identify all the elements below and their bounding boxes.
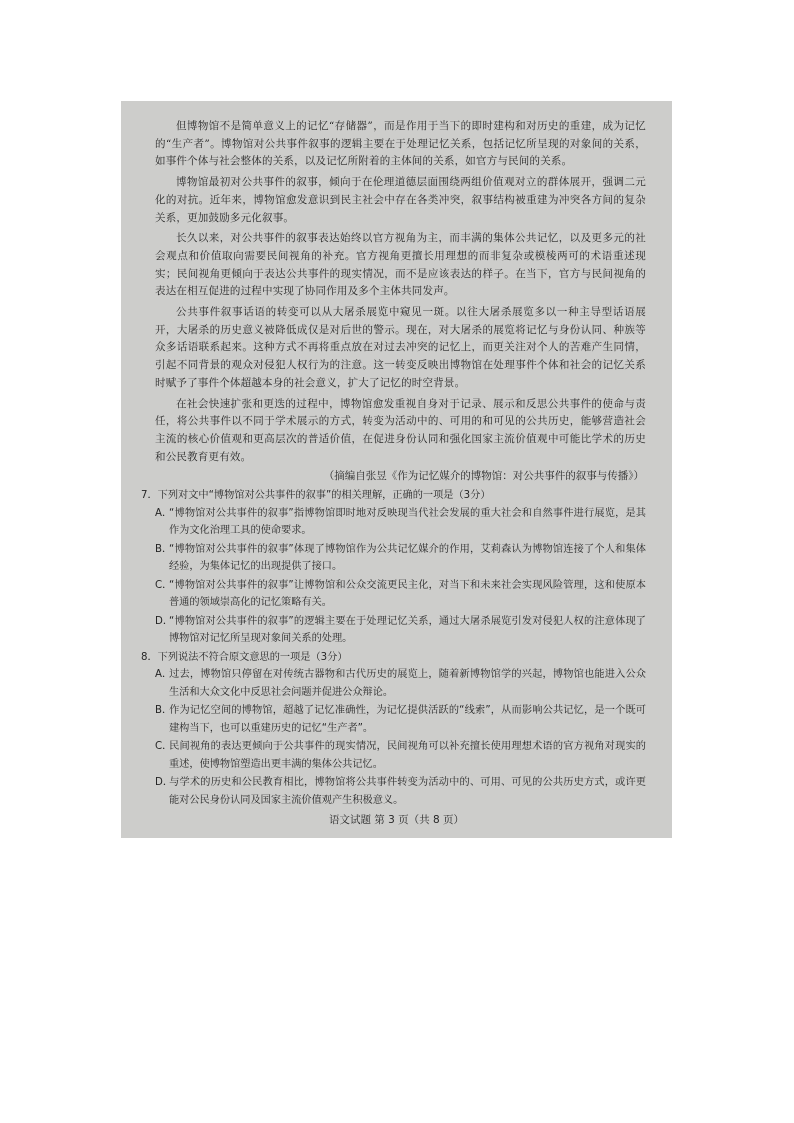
question-7 <box>141 487 646 648</box>
passage-source: （摘编自张昱《作为记忆媒介的博物馆：对公共事件的叙事与传播》） <box>323 470 644 483</box>
option-letter: D． <box>155 615 174 627</box>
passage-paragraph-4: 公共事件叙事话语的转变可以从大屠杀展览中窥见一斑。以往大屠杀展览多以一种主导型话语展开，大屠杀的历史意义被降低成仅是对后世的警示。现在，对大屠杀的展览将记忆与身份认同、种族等众多话语联系起来。这种方式不再将重点放在对过去冲突的记忆上，而更关注对个人的苦难产生同情，引起不同背景的观众对侵犯人权行为的注意。这一转变反映出博物馆在处理事件个体和社会的记忆关系时赋予了事件个体超越本身的社会意义，扩大了记忆的时空背景。 <box>155 306 646 389</box>
option-letter: A． <box>155 669 173 681</box>
question-7-option-b <box>155 541 646 576</box>
question-8-stem: 8．下列说法不符合原文意思的一项是（3分） <box>141 651 348 663</box>
option-text: “博物馆对公共事件的叙事”体现了博物馆作为公共记忆媒介的作用，艾莉森认为博物馆连接了个人和集体经验，为集体记忆的出现提供了接口。 <box>169 543 646 573</box>
option-text: “博物馆对公共事件的叙事”指博物馆即时地对反映现当代社会发展的重大社会和自然事件进行展览，是其作为文化治理工具的使命要求。 <box>169 507 646 537</box>
scanned-page <box>121 101 672 838</box>
question-7-stem: 7．下列对文中“博物馆对公共事件的叙事”的相关理解，正确的一项是（3分） <box>141 490 491 502</box>
option-letter: C． <box>155 579 173 591</box>
passage-paragraph-3: 长久以来，对公共事件的叙事表达始终以官方视角为主，而丰满的集体公共记忆，以及更多元的社会观点和价值取向需要民间视角的补充。官方视角更擅长用理想的而非复杂或模棱两可的术语重述现实；民间视角更倾向于表达公共事件的现实情况，而不是应该表达的样子。在当下，官方与民间视角的表达在相互促进的过程中实现了协同作用及多个主体共同发声。 <box>155 232 646 298</box>
option-text: “博物馆对公共事件的叙事”的逻辑主要在于处理记忆关系，通过大屠杀展览引发对侵犯人权的注意体现了博物馆对记忆所呈现对象间关系的处理。 <box>169 615 646 645</box>
option-letter: A． <box>155 507 173 519</box>
passage-paragraph-5: 在社会快速扩张和更迭的过程中，博物馆愈发重视自身对于记录、展示和反思公共事件的使命与责任，将公共事件以不同于学术展示的方式，转变为活动中的、可用的和可见的公共历史，能够营造社会主流的核心价值观和更高层次的普适价值，在促进身份认同和强化国家主流价值观中可能比学术的历史和公民教育更有效。 <box>155 397 646 463</box>
reading-passage <box>155 118 646 466</box>
question-8-option-b <box>155 702 646 737</box>
question-8-option-d <box>155 774 646 809</box>
question-8 <box>141 649 646 810</box>
option-text: 作为记忆空间的博物馆，超越了记忆准确性，为记忆提供活跃的“线索”，从而影响公共记忆，是一个既可建构当下，也可以重建历史的记忆“生产者”。 <box>169 705 646 734</box>
question-7-option-c <box>155 577 646 612</box>
page-footer: 语文试题 第 3 页（共 8 页） <box>328 814 465 826</box>
question-7-option-d <box>155 613 646 648</box>
option-letter: B． <box>155 705 173 717</box>
option-letter: C． <box>155 741 173 753</box>
question-7-option-a <box>155 505 646 540</box>
question-8-option-c <box>155 738 646 773</box>
passage-paragraph-2: 博物馆最初对公共事件的叙事，倾向于在伦理道德层面围绕两组价值观对立的群体展开，强调二元化的对抗。近年来，博物馆愈发意识到民主社会中存在各类冲突，叙事结构被重建为冲突各方间的复杂关系，更加鼓励多元化叙事。 <box>155 176 646 224</box>
option-text: 过去，博物馆只停留在对传统古器物和古代历史的展览上，随着新博物馆学的兴起，博物馆也能进入公众生活和大众文化中反思社会问题并促进公众辩论。 <box>169 669 646 698</box>
passage-paragraph-1: 但博物馆不是简单意义上的记忆“存储器”，而是作用于当下的即时建构和对历史的重建，成为记忆的“生产者”。博物馆对公共事件叙事的逻辑主要在于处理记忆关系，包括记忆所呈现的对象间的关系，如事件个体与社会整体的关系，以及记忆所附着的主体间的关系，如官方与民间的关系。 <box>155 120 646 168</box>
option-text: “博物馆对公共事件的叙事”让博物馆和公众交流更民主化，对当下和未来社会实现风险管理，这和使原本普通的领域崇高化的记忆策略有关。 <box>169 579 646 609</box>
option-letter: B． <box>155 543 173 555</box>
option-letter: D． <box>155 777 174 789</box>
question-8-option-a <box>155 666 646 701</box>
option-text: 民间视角的表达更倾向于公共事件的现实情况，民间视角可以补充擅长使用理想术语的官方视角对现实的重述，使博物馆塑造出更丰满的集体公共记忆。 <box>169 741 646 770</box>
option-text: 与学术的历史和公民教育相比，博物馆将公共事件转变为活动中的、可用、可见的公共历史方式，或许更能对公民身份认同及国家主流价值观产生积极意义。 <box>169 777 646 806</box>
